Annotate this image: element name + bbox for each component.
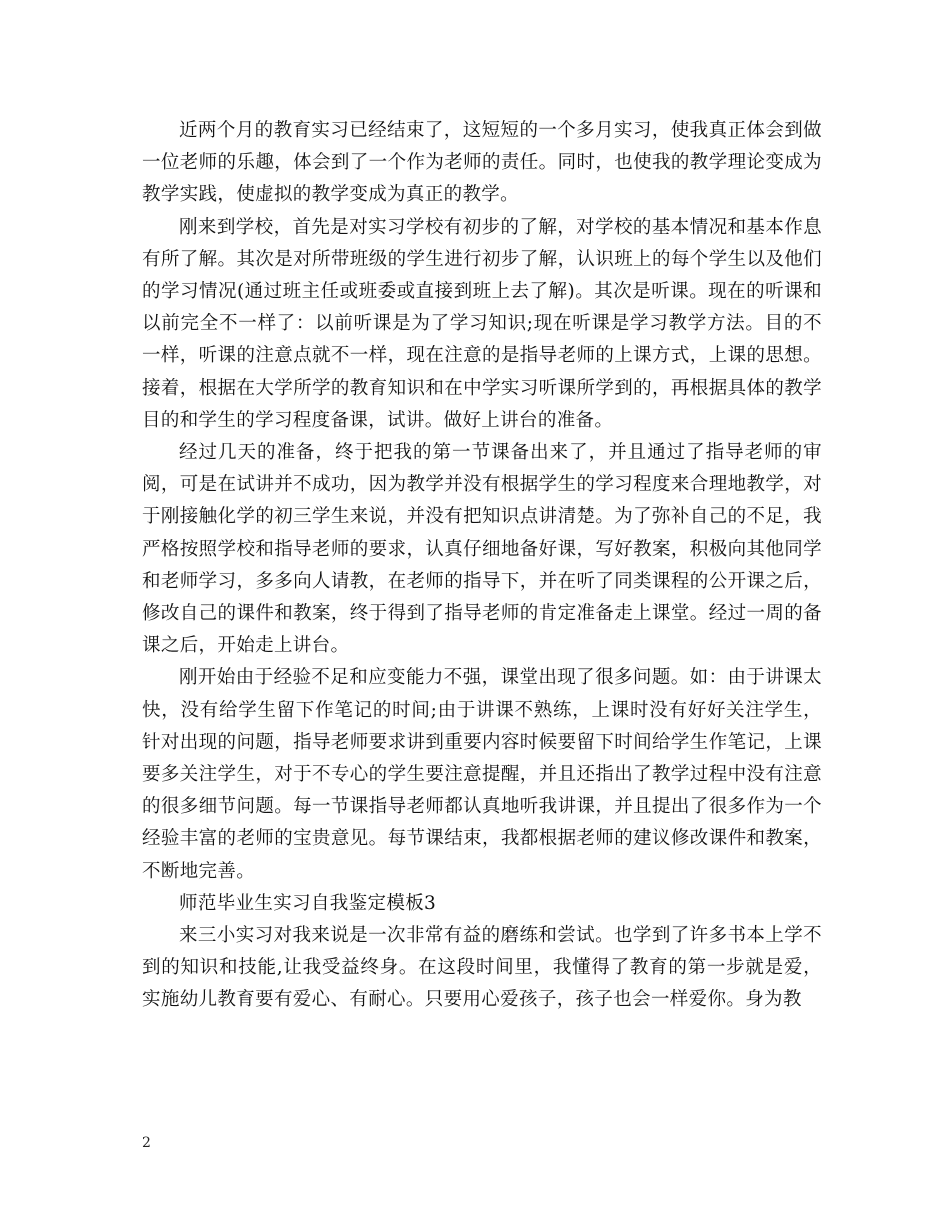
paragraph-classroom-problems: 刚开始由于经验不足和应变能力不强，课堂出现了很多问题。如：由于讲课太快，没有给学生留下作笔记的时间;由于讲课不熟练，上课时没有好好关注学生，针对出现的问题，指导老师要求讲到重要内容时候要留下时间给学生作笔记，上课要多关注学生，对于不专心的学生要注意提醒，并且还指出了教学过程中没有注意的很多细节问题。每一节课指导老师都认真地听我讲课，并且提出了很多作为一个经验丰富的老师的宝贵意见。每节课结束，我都根据老师的建议修改课件和教案，不断地完善。 [142, 667, 822, 882]
page-number: 2 [142, 1135, 151, 1151]
paragraph-new-section-start: 来三小实习对我来说是一次非常有益的磨练和尝试。也学到了许多书本上学不到的知识和技能,让我受益终身。在这段时间里，我懂得了教育的第一步就是爱，实施幼儿教育要有爱心、有耐心。只要用心爱孩子，孩子也会一样爱你。身为教 [142, 925, 822, 1011]
paragraph-internship-summary: 近两个月的教育实习已经结束了，这短短的一个多月实习，使我真正体会到做一位老师的乐趣，体会到了一个作为老师的责任。同时，也使我的教学理论变成为教学实践，使虚拟的教学变成为真正的教学。 [142, 120, 822, 206]
document-body [142, 115, 822, 1017]
paragraph-first-lesson: 经过几天的准备，终于把我的第一节课备出来了，并且通过了指导老师的审阅，可是在试讲并不成功，因为教学并没有根据学生的学习程度来合理地教学，对于刚接触化学的初三学生来说，并没有把知识点讲清楚。为了弥补自己的不足，我严格按照学校和指导老师的要求，认真仔细地备好课，写好教案，积极向其他同学和老师学习，多多向人请教，在老师的指导下，并在听了同类课程的公开课之后，修改自己的课件和教案，终于得到了指导老师的肯定准备走上课堂。经过一周的备课之后，开始走上讲台。 [142, 442, 822, 657]
paragraph-arrival-and-preparation: 刚来到学校，首先是对实习学校有初步的了解，对学校的基本情况和基本作息有所了解。其次是对所带班级的学生进行初步了解，认识班上的每个学生以及他们的学习情况(通过班主任或班委或直接到班上去了解)。其次是听课。现在的听课和以前完全不一样了：以前听课是为了学习知识;现在听课是学习教学方法。目的不一样，听课的注意点就不一样，现在注意的是指导老师的上课方式，上课的思想。接着，根据在大学所学的教育知识和在中学实习听课所学到的，再根据具体的教学目的和学生的学习程度备课，试讲。做好上讲台的准备。 [142, 216, 822, 431]
section-title: 师范毕业生实习自我鉴定模板3 [179, 892, 437, 914]
